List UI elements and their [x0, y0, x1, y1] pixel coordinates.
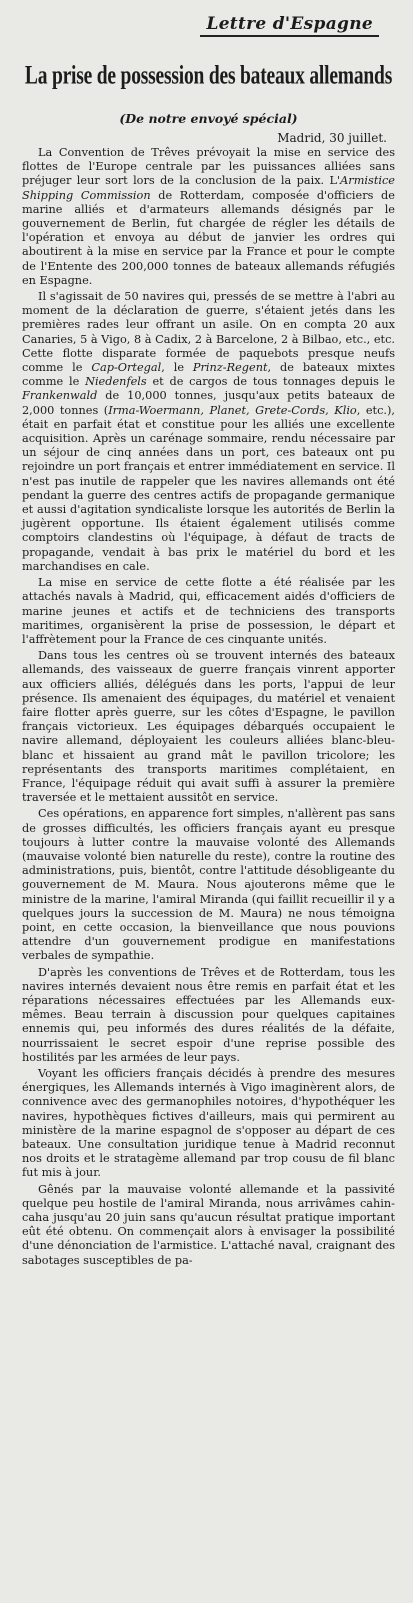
italic-run: Niedenfels	[85, 375, 147, 389]
text-run: de Rotterdam, composée d'officiers de marine alliés et d'armateurs allemands désignés par le gouvernement de Berlin, fut chargée de régler les détails de l'opération et envoya au début de janvier les ordres qui aboutirent à la mise en service par la France et pour le compte de l'Entente des 200,000 tonnes de bateaux allemands réfugiés en Espagne.	[22, 188, 395, 287]
italic-run: Prinz-Regent	[192, 361, 268, 375]
text-run: , etc.), était en parfait état et constitue pour les alliés une excellente acquisition. Après un carénage sommaire, rendu nécessaire par un séjour de cinq années dans un port, ces bateaux ont pu rejoindre un port français et entrer immédiatement en service. Il n'est pas inutile de rappeler que les navires allemands ont été pendant la guerre des centres actifs de propagande germanique et aussi d'agitation syndicaliste lorsque les autorités de Berlin la jugèrent opportune. Ils étaient également utilisés comme comptoirs clandestins où l'équipage, à défaut de tracts de propagande, vendait à bas prix le matériel du bord et les marchandises en cale.	[22, 403, 395, 573]
article-paragraph	[22, 290, 395, 574]
article-paragraph	[22, 1183, 395, 1268]
italic-run: Cap-Ortegal	[91, 361, 162, 375]
text-run: Gênés par la mauvaise volonté allemande et la passivité quelque peu hostile de l'amiral Miranda, nous arrivâmes cahin-caha jusqu'au 20 juin sans qu'aucun résultat pratique important eût été obtenu. On commençait alors à envisager la possibilité d'une dénonciation de l'armistice. L'attaché naval, craignant des sabotages susceptibles de pa-	[22, 1182, 395, 1267]
article-paragraph	[22, 1067, 395, 1181]
article-paragraph	[22, 966, 395, 1065]
section-rubric: Lettre d'Espagne	[200, 14, 379, 37]
article-paragraph	[22, 576, 395, 647]
byline: (De notre envoyé spécial)	[119, 111, 298, 126]
article-paragraph	[22, 649, 395, 805]
text-run: La mise en service de cette flotte a été réalisée par les attachés navals à Madrid, qui, efficacement aidés d'officiers de marine jeunes et actifs et de techniciens des transports maritimes, organisèrent la prise de possession, le départ et l'affrètement pour la France de ces cinquante unités.	[22, 576, 395, 646]
text-run: , le	[161, 361, 193, 375]
text-run: de 10,000 tonnes, jusqu'aux petits bateaux de 2,000 tonnes (	[22, 389, 395, 417]
dateline: Madrid, 30 juillet.	[277, 131, 387, 145]
italic-run: Armistice Shipping Commission	[22, 174, 395, 202]
text-run: , de bateaux mixtes comme le	[22, 361, 395, 389]
italic-run: Irma-Woermann, Planet, Grete-Cords, Klio	[108, 403, 357, 417]
article-body	[22, 146, 395, 1268]
text-run: Ces opérations, en apparence fort simples, n'allèrent pas sans de grosses difficultés, les officiers français ayant eu presque toujours à lutter contre la mauvaise volonté des Allemands (mauvaise volonté bien naturelle du reste), contre la routine des administrations, puis, bientôt, contre l'attitude désobligeante du gouvernement de M. Maura. Nous ajouterons même que le ministre de la marine, l'amiral Miranda (qui faillit recueillir il y a quelques jours la succession de M. Maura) ne nous témoigna point, en cette occasion, la bienveillance que nous pouvions attendre d'un gouvernement prodigue en manifestations verbales de sympathie.	[22, 807, 395, 963]
text-run: Il s'agissait de 50 navires qui, pressés de se mettre à l'abri au moment de la déclaration de guerre, s'étaient jetés dans les premières rades leur offrant un asile. On en compta 20 aux Canaries, 5 à Vigo, 8 à Cadix, 2 à Barcelone, 2 à Bilbao, etc., etc. Cette flotte disparate formée de paquebots presque neufs comme le	[22, 290, 396, 375]
text-run: La Convention de Trêves prévoyait la mise en service des flottes de l'Europe centrale par les puissances alliées sans préjuger leur sort lors de la conclusion de la paix. L'	[22, 146, 395, 188]
italic-run: Frankenwald	[22, 389, 98, 403]
text-run: D'après les conventions de Trêves et de Rotterdam, tous les navires internés devaient nous être remis en parfait état et les réparations nécessaires effectuées par les Allemands eux-mêmes. Beau terrain à discussion pour quelques capitaines ennemis qui, peu informés des dures réalités de la défaite, nourrissaient le secret espoir d'une reprise possible des hostilités par les armées de leur pays.	[22, 965, 395, 1064]
headline: La prise de possession des bateaux allemands	[24, 61, 393, 91]
text-run: Voyant les officiers français décidés à prendre des mesures énergiques, les Allemands internés à Vigo imaginèrent alors, de connivence avec des germanophiles notoires, d'hypothéquer les navires, hypothèques fictives d'ailleurs, mais qui permirent au ministère de la marine espagnol de s'opposer au départ de ces bateaux. Une consultation juridique tenue à Madrid reconnut nos droits et le stratagème allemand par trop cousu de fil blanc fut mis à jour.	[22, 1067, 395, 1180]
text-run: et de cargos de tous tonnages depuis le	[146, 375, 396, 389]
article-paragraph	[22, 146, 395, 288]
text-run: Dans tous les centres où se trouvent internés des bateaux allemands, des vaisseaux de guerre français vinrent apporter aux officiers alliés, délégués dans les ports, l'appui de leur présence. Ils amenaient des équipages, du matériel et venaient faire flotter après guerre, sur les côtes d'Espagne, le pavillon français victorieux. Les équipages débarqués occupaient le navire allemand, déployaient les couleurs alliées blanc-bleu-blanc et hissaient au grand mât le pavillon tricolore; les représentants des transports maritimes complétaient, en France, l'équipage réduit qui avait suffi à assurer la première traversée et le mettaient aussitôt en service.	[22, 649, 395, 805]
article-paragraph	[22, 807, 395, 963]
rubric-container	[22, 14, 395, 37]
